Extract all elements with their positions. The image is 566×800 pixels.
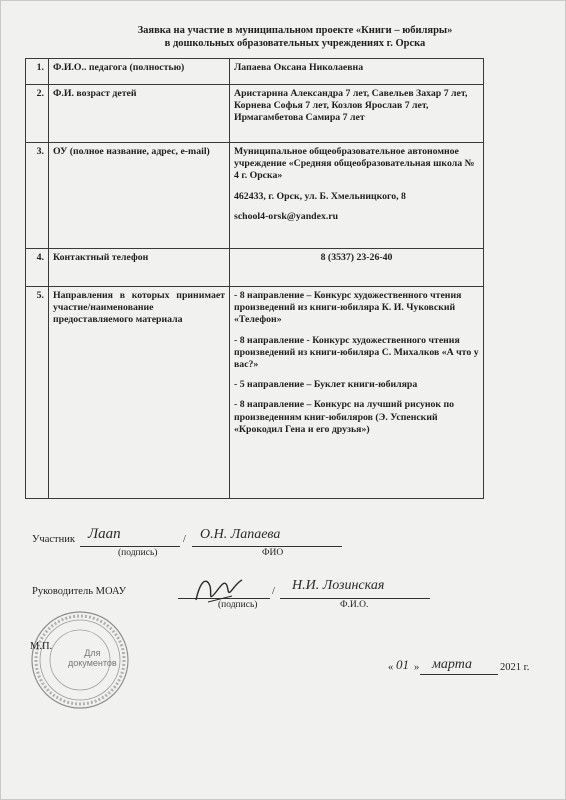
value-text: Муниципальное общеобразовательное автономное учреждение «Средняя общеобразовательная школа № 4 г. Орска» [234, 146, 475, 182]
date-year: 2021 г. [500, 662, 530, 673]
value-text: school4-orsk@yandex.ru [234, 210, 339, 222]
row-number: 4. [26, 249, 49, 287]
row-label: Ф.И. возраст детей [49, 85, 230, 143]
table-row [26, 59, 484, 85]
participant-fio-handwritten: О.Н. Лапаева [200, 527, 281, 542]
row-value [230, 143, 484, 249]
title-line-1: Заявка на участие в муниципальном проекте «Книги – юбиляры» [137, 25, 453, 36]
date-month-line [420, 674, 498, 675]
head-signature-caption: (подпись) [218, 600, 258, 610]
value-text: - 8 направление – Конкурс на лучший рисунок по произведениям книг-юбиляров (Э. Успенский «Крокодил Гена и его друзья») [234, 399, 455, 435]
row-value [230, 59, 484, 85]
separator-slash: / [272, 586, 275, 597]
participant-label: Участник [32, 534, 75, 545]
row-value [230, 287, 484, 499]
row-label: Контактный телефон [49, 249, 230, 287]
row-number: 1. [26, 59, 49, 85]
row-label: Ф.И.О.. педагога (полностью) [49, 59, 230, 85]
fio-line [192, 546, 342, 547]
row-value [230, 249, 484, 287]
row-label: Направления в которых принимает участие/наименование предоставляемого материала [49, 287, 230, 499]
signature-line [80, 546, 180, 547]
participant-signature: Лаап [88, 526, 121, 542]
value-text: 462433, г. Орск, ул. Б. Хмельницкого, 8 [234, 190, 406, 202]
value-text: - 8 направление - Конкурс художественного чтения произведений из книги-юбиляра С. Михалков «А что у вас?» [234, 334, 479, 371]
row-number: 5. [26, 287, 49, 499]
value-text: 8 (3537) 23-26-40 [320, 252, 393, 263]
participant-fio-caption: ФИО [262, 548, 284, 558]
value-text: Аристарина Александра 7 лет, Савельев Захар 7 лет, Корнева Софья 7 лет, Козлов Ярослав 7 лет, Ирмагамбетова Самира 7 лет [234, 88, 468, 124]
row-number: 2. [26, 85, 49, 143]
row-label: ОУ (полное название, адрес, e-mail) [49, 143, 230, 249]
table-row [26, 287, 484, 499]
table-row [26, 85, 484, 143]
title-line-2: в дошкольных образовательных учреждениях г. Орска [164, 38, 426, 49]
separator-slash: / [183, 534, 186, 545]
head-fio-caption: Ф.И.О. [340, 600, 369, 610]
row-value [230, 85, 484, 143]
table-row [26, 249, 484, 287]
date-open-quote: « [388, 662, 394, 673]
participant-signature-caption: (подпись) [118, 548, 158, 558]
stamp-text-line2: документов [68, 658, 117, 668]
date-day: 01 [396, 657, 409, 672]
date-month: марта [432, 657, 473, 672]
head-label: Руководитель МОАУ [32, 586, 127, 597]
table-row [26, 143, 484, 249]
value-text: Лапаева Оксана Николаевна [234, 62, 364, 73]
head-fio-handwritten: Н.И. Лозинская [292, 578, 385, 593]
stamp-text-line1: Для [84, 648, 101, 658]
value-text: - 8 направление – Конкурс художественного чтения произведений из книги-юбиляра К. И. Чуковский «Телефон» [234, 290, 462, 326]
stamp-inner-text [68, 648, 117, 668]
date-close-quote: » [414, 662, 420, 673]
application-table [25, 58, 484, 499]
document-title [60, 24, 530, 50]
head-fio-line [280, 598, 430, 599]
value-text: - 5 направление – Буклет книги-юбиляра [234, 379, 418, 391]
row-number: 3. [26, 143, 49, 249]
mp-label: М.П. [30, 641, 53, 652]
